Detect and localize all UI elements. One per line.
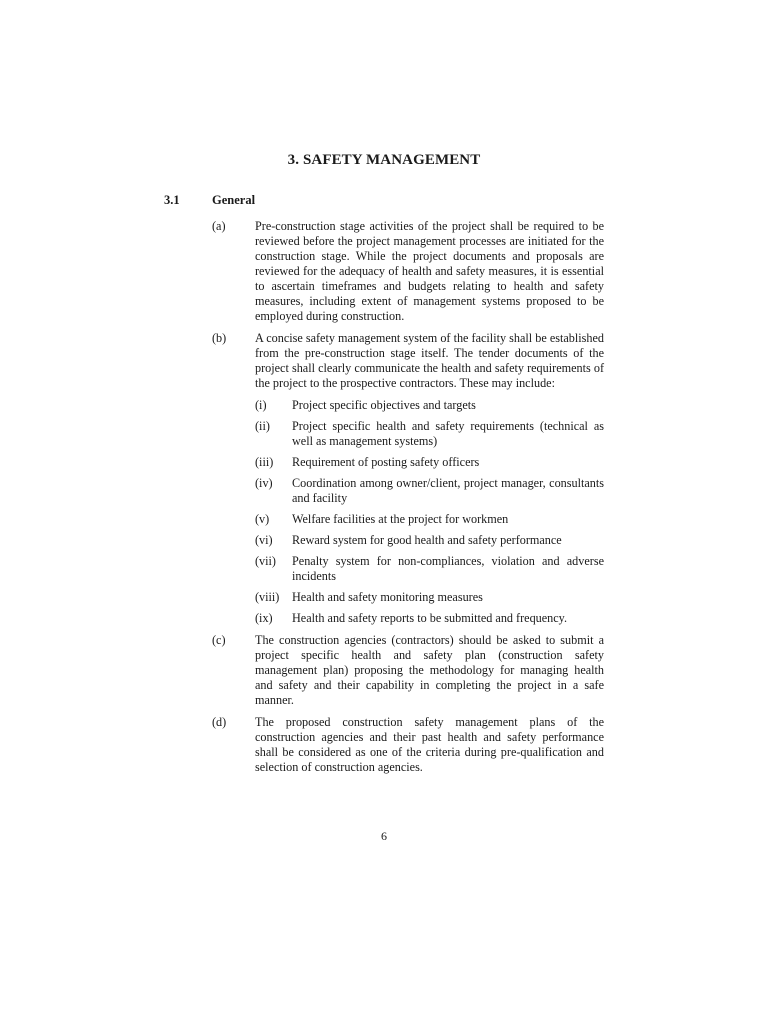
list-item: [0, 554, 768, 584]
list-item-label: (i): [255, 398, 267, 412]
list-item-text: Coordination among owner/client, project manager, consultants and facility: [292, 476, 604, 505]
paragraph-a: [0, 219, 768, 324]
list-item-text: Health and safety monitoring measures: [292, 590, 483, 604]
list-item: [0, 590, 768, 605]
page-number: 6: [381, 829, 387, 843]
paragraph-text: Pre-construction stage activities of the project shall be required to be reviewed before the project management processes are initiated for the construction stage. While the project documents and proposals are reviewed for the adequacy of health and safety measures, it is essential to ascertain timeframes and budgets relating to health and safety measures, including extent of management systems proposed to be employed during construction.: [255, 219, 604, 323]
paragraph-b: [0, 331, 768, 626]
chapter-title: 3. SAFETY MANAGEMENT: [287, 152, 481, 168]
list-item-label: (vi): [255, 533, 273, 547]
list-item-text: Project specific health and safety requirements (technical as well as management systems): [292, 419, 604, 448]
list-item: [0, 533, 768, 548]
paragraph-text: The construction agencies (contractors) should be asked to submit a project specific health and safety plan (construction safety management plan) proposing the methodology for managing health and safety and their capability in completing the project in a safe manner.: [255, 633, 604, 707]
list-item-label: (ii): [255, 419, 270, 433]
list-item-text: Penalty system for non-compliances, violation and adverse incidents: [292, 554, 604, 583]
list-item: [0, 398, 768, 413]
list-item-text: Reward system for good health and safety performance: [292, 533, 562, 547]
list-item-label: (v): [255, 512, 270, 526]
list-item: [0, 419, 768, 449]
list-item-label: (ix): [255, 611, 273, 625]
list-item-label: (iv): [255, 476, 273, 490]
list-item-label: (iii): [255, 455, 274, 469]
paragraph-label: (d): [212, 715, 227, 729]
section-title: General: [212, 193, 256, 207]
paragraph-c: [0, 633, 768, 708]
list-item-text: Welfare facilities at the project for workmen: [292, 512, 509, 526]
list-item: [0, 476, 768, 506]
section-number: 3.1: [164, 193, 180, 207]
list-item: [0, 512, 768, 527]
list-item-text: Requirement of posting safety officers: [292, 455, 480, 469]
list-item-text: Project specific objectives and targets: [292, 398, 476, 412]
list-item-label: (viii): [255, 590, 280, 604]
paragraph-label: (b): [212, 331, 227, 345]
paragraph-text: The proposed construction safety management plans of the construction agencies and their past health and safety performance shall be considered as one of the criteria during pre-qualification and selection of construction agencies.: [255, 715, 604, 774]
list-item-text: Health and safety reports to be submitted and frequency.: [292, 611, 568, 625]
section-content: [0, 219, 768, 782]
paragraph-text: A concise safety management system of the facility shall be established from the pre-construction stage itself. The tender documents of the project shall clearly communicate the health and safety requirements of the project to the prospective contractors. These may include:: [255, 331, 604, 390]
paragraph-label: (a): [212, 219, 226, 233]
list-item: [0, 611, 768, 626]
requirements-list: [0, 398, 768, 626]
list-item-label: (vii): [255, 554, 276, 568]
paragraph-d: [0, 715, 768, 775]
paragraph-label: (c): [212, 633, 226, 647]
list-item: [0, 455, 768, 470]
